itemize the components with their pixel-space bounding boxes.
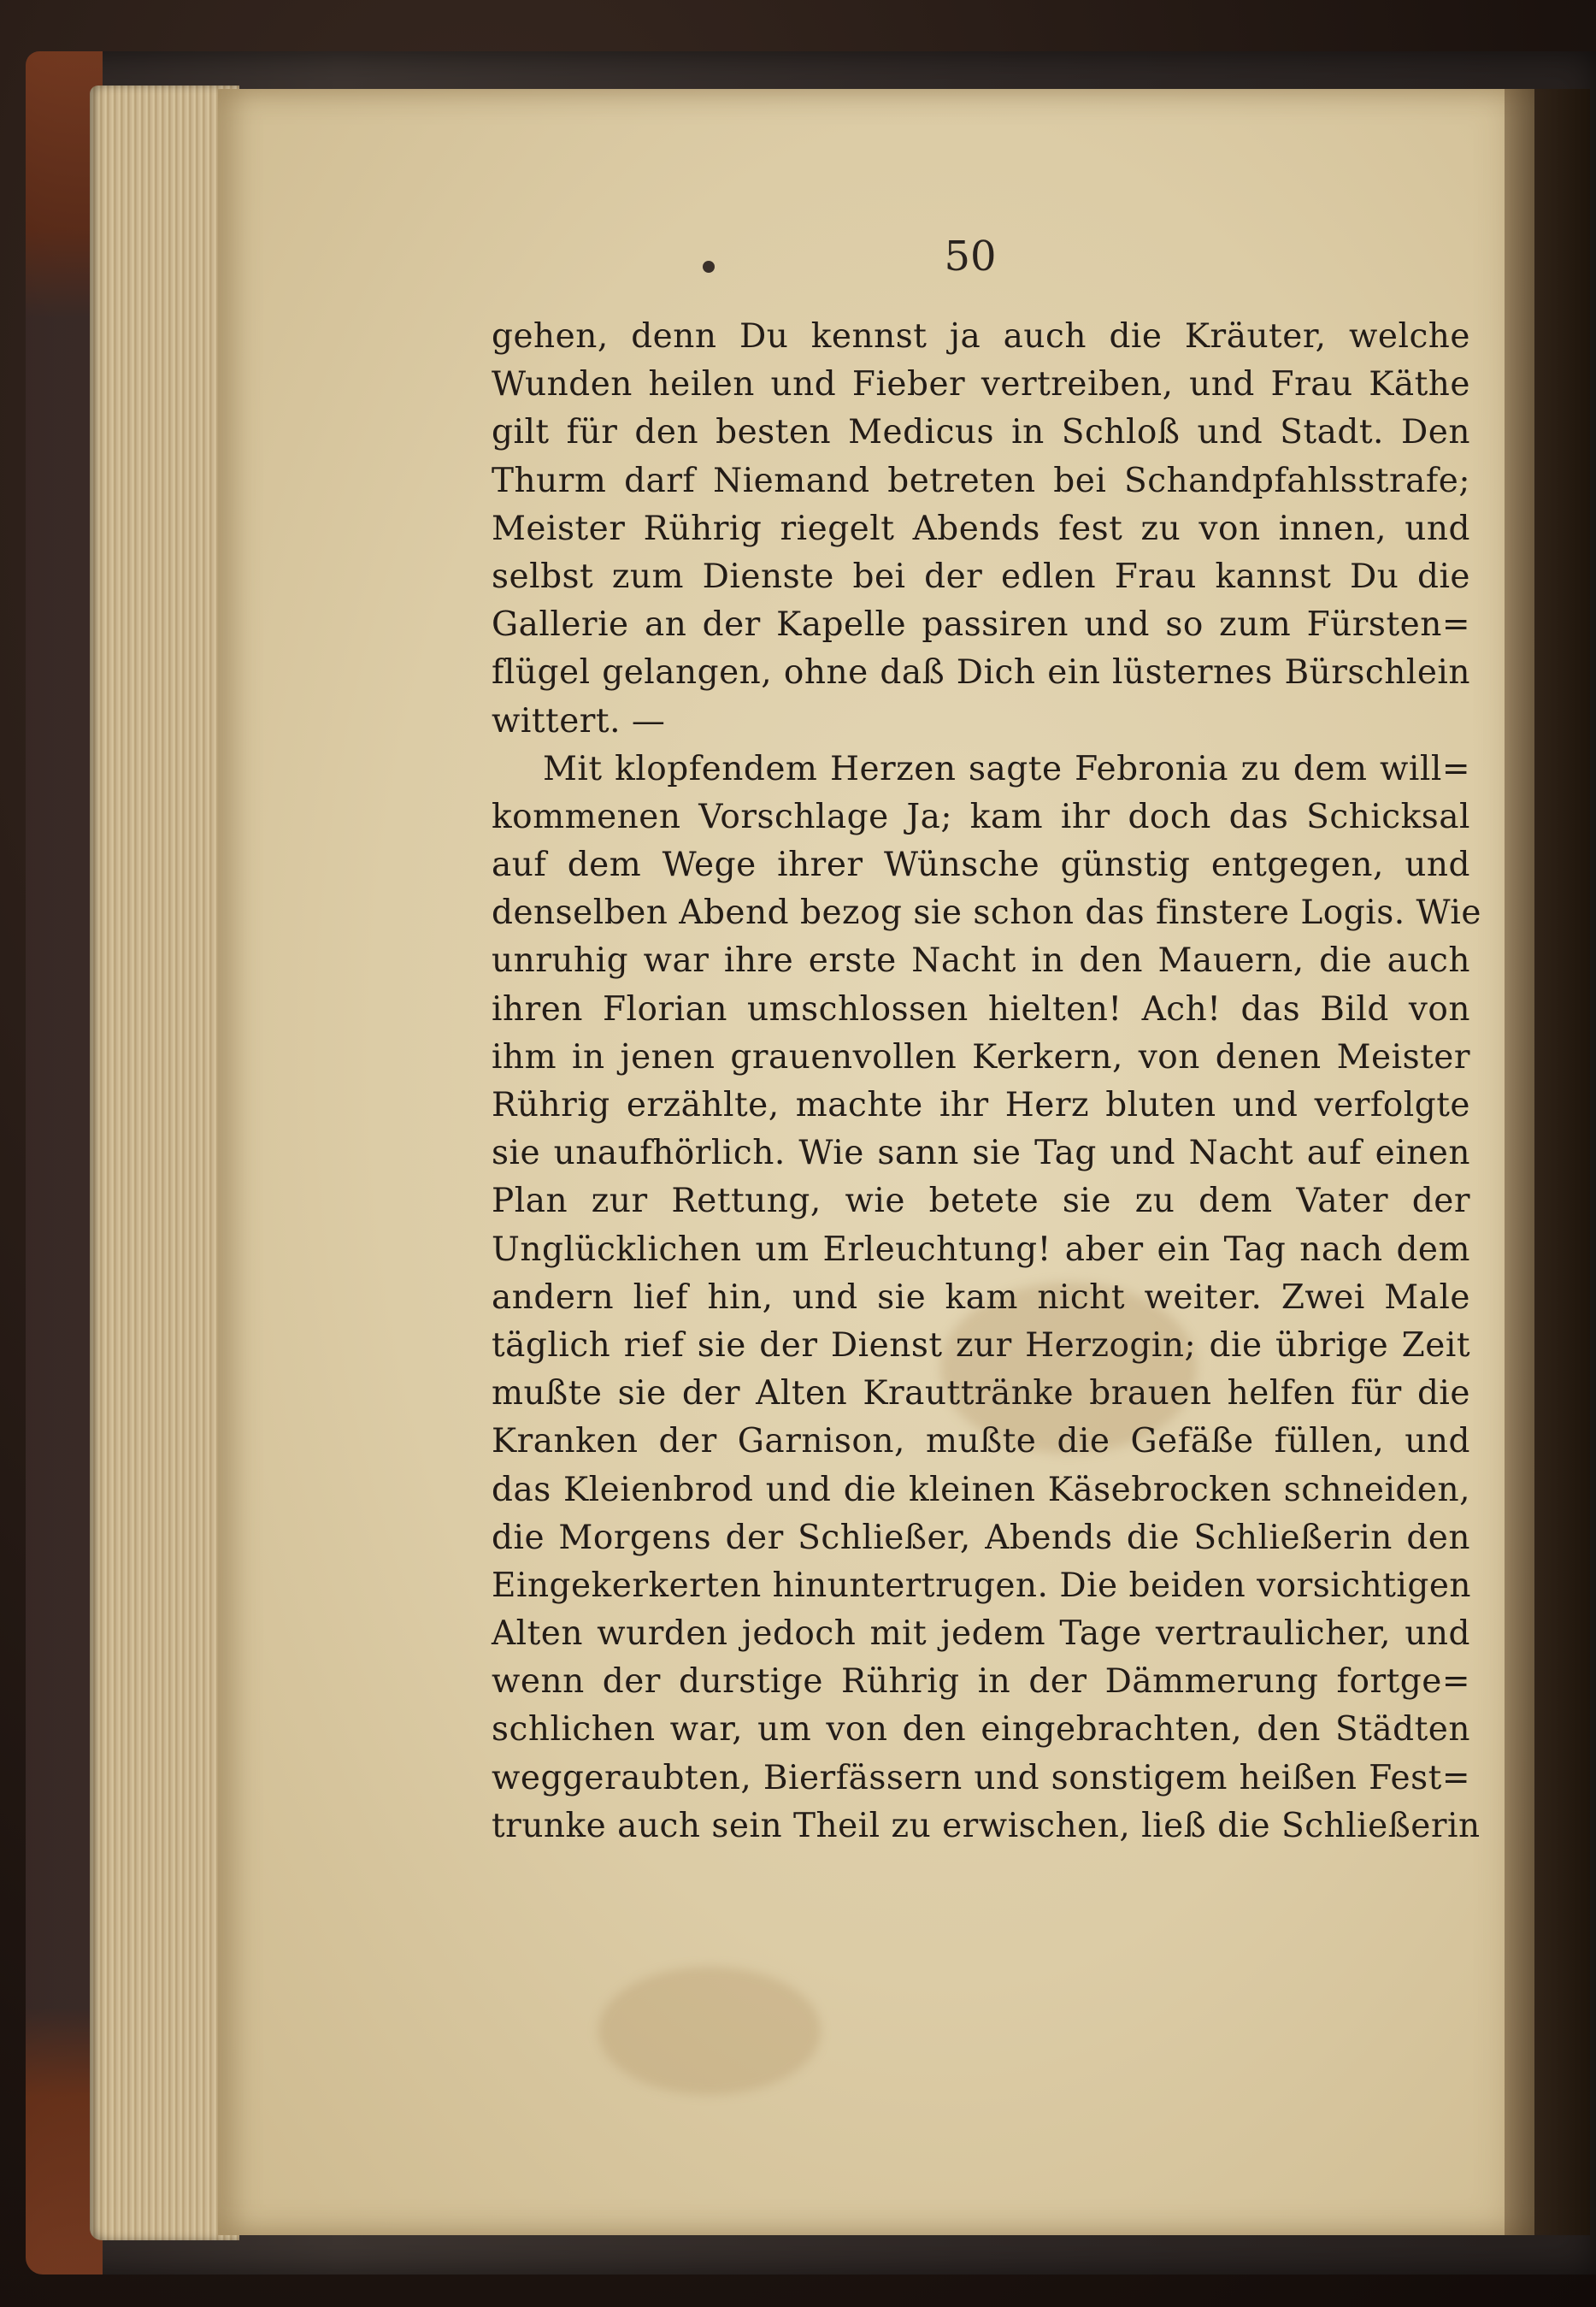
text-line: selbst zum Dienste bei der edlen Frau kannst Du die [492, 557, 1470, 596]
text-line: das Kleienbrod und die kleinen Käsebrocken schneiden, [492, 1470, 1470, 1509]
text-line: täglich rief sie der Dienst zur Herzogin; die übrige Zeit [492, 1325, 1470, 1365]
text-line: Wunden heilen und Fieber vertreiben, und Frau Käthe [492, 365, 1470, 404]
text-line: wenn der durstige Rührig in der Dämmerung fortge= [492, 1662, 1470, 1702]
text-line: Meister Rührig riegelt Abends fest zu von innen, und [492, 509, 1470, 548]
text-line: Kranken der Garnison, mußte die Gefäße füllen, und [492, 1422, 1470, 1461]
text-line: trunke auch sein Theil zu erwischen, ließ die Schließerin [492, 1806, 1481, 1845]
text-line: Gallerie an der Kapelle passiren und so zum Fürsten= [492, 605, 1470, 645]
text-line: gilt für den besten Medicus in Schloß und Stadt. Den [492, 413, 1470, 452]
text-line: weggeraubten, Bierfässern und sonstigem heißen Fest= [492, 1758, 1470, 1797]
text-line: sie unaufhörlich. Wie sann sie Tag und Nacht auf einen [492, 1134, 1470, 1173]
text-line: flügel gelangen, ohne daß Dich ein lüsternes Bürschlein [492, 653, 1470, 693]
text-line: Alten wurden jedoch mit jedem Tage vertraulicher, und [492, 1614, 1470, 1654]
text-line: gehen, denn Du kennst ja auch die Kräuter, welche [492, 317, 1470, 356]
ink-dot [703, 261, 715, 273]
text-line: Thurm darf Niemand betreten bei Schandpfahlsstrafe; [492, 461, 1470, 500]
page-edges [90, 86, 239, 2240]
text-line: Plan zur Rettung, wie betete sie zu dem Vater der [492, 1182, 1470, 1221]
text-line: ihren Florian umschlossen hielten! Ach! das Bild von [492, 989, 1470, 1029]
text-line: auf dem Wege ihrer Wünsche günstig entgegen, und [492, 846, 1470, 885]
paper-stain [598, 1967, 821, 2095]
text-line: schlichen war, um von den eingebrachten, den Städten [492, 1710, 1470, 1749]
text-line: Mit klopfendem Herzen sagte Febronia zu dem will= [543, 749, 1470, 788]
gutter-shadow [1505, 89, 1590, 2235]
text-line: wittert. — [492, 701, 666, 740]
text-line: andern lief hin, und sie kam nicht weiter. Zwei Male [492, 1277, 1470, 1317]
text-line: die Morgens der Schließer, Abends die Schließerin den [492, 1518, 1470, 1557]
text-line: kommenen Vorschlage Ja; kam ihr doch das Schicksal [492, 797, 1470, 836]
text-line: Unglücklichen um Erleuchtung! aber ein Tag nach dem [492, 1230, 1470, 1269]
text-line: unruhig war ihre erste Nacht in den Mauern, die auch [492, 941, 1470, 981]
text-line: ihm in jenen grauenvollen Kerkern, von denen Meister [492, 1037, 1470, 1077]
text-line: mußte sie der Alten Krauttränke brauen helfen für die [492, 1374, 1470, 1413]
text-line: Rührig erzählte, machte ihr Herz bluten und verfolgte [492, 1086, 1470, 1124]
body-text [492, 313, 1481, 1850]
page-number: 50 [944, 233, 997, 280]
text-line: denselben Abend bezog sie schon das finstere Logis. Wie [492, 894, 1481, 933]
text-line: Eingekerkerten hinuntertrugen. Die beiden vorsichtigen [492, 1566, 1472, 1605]
